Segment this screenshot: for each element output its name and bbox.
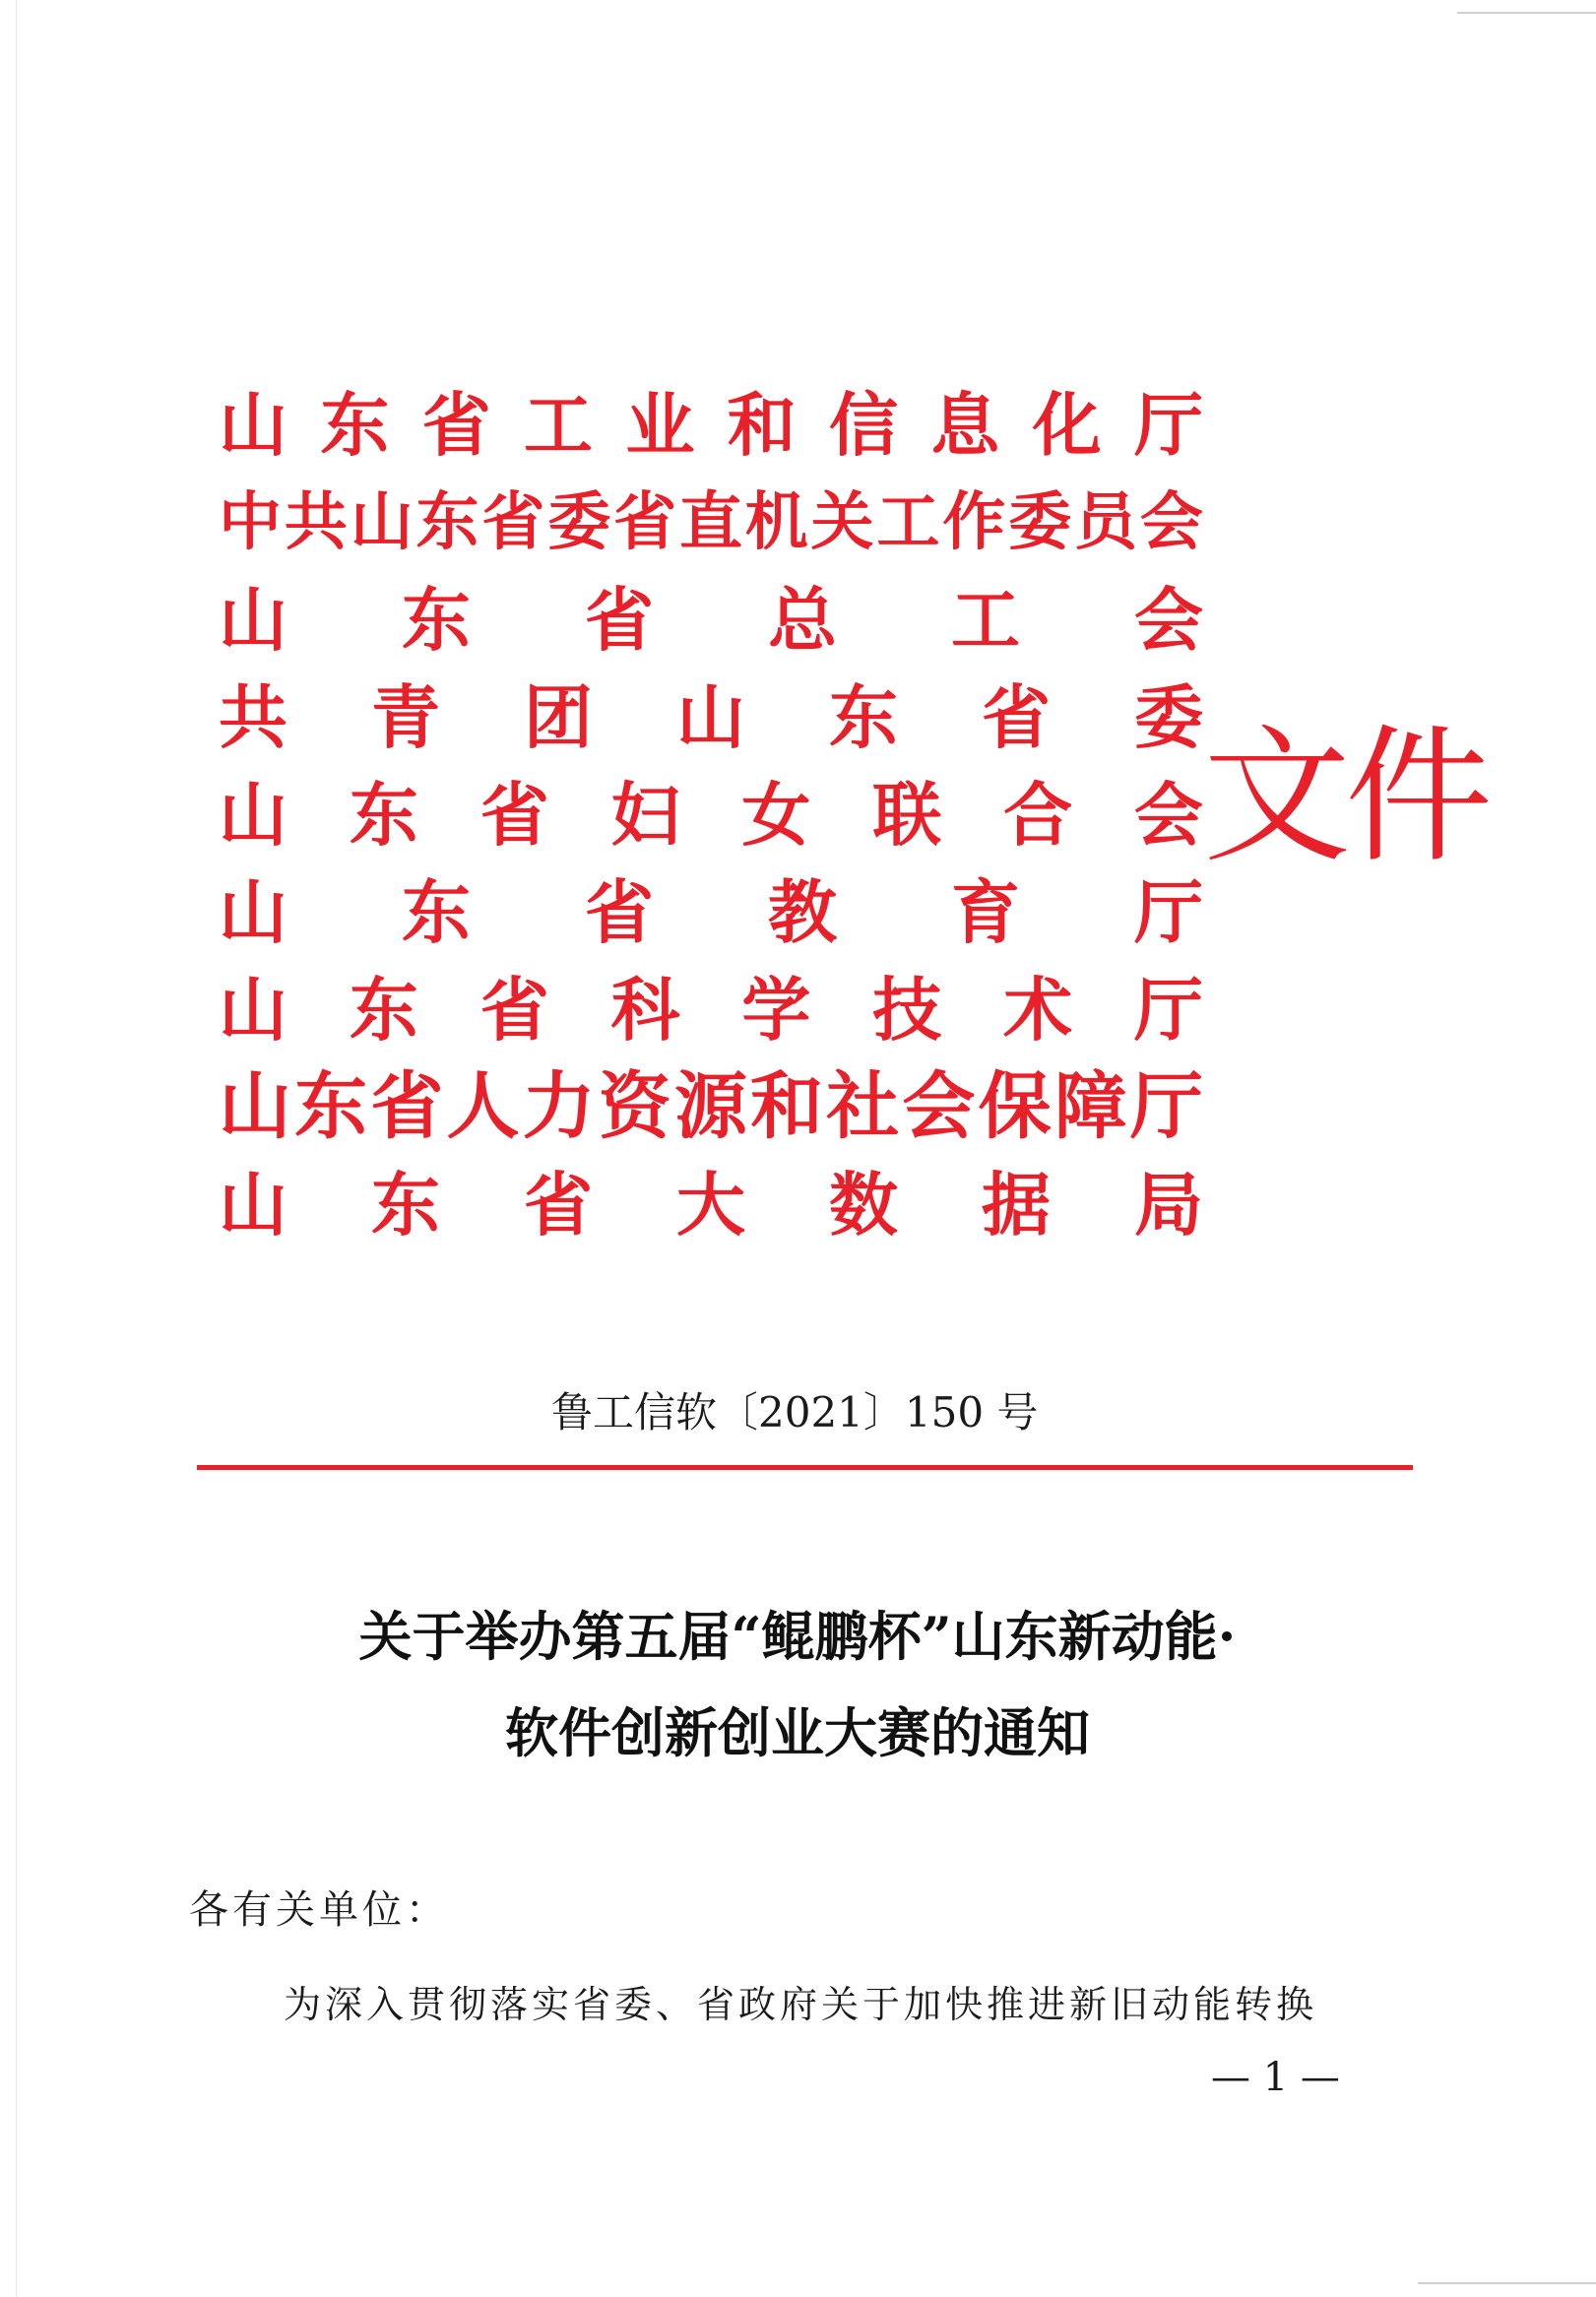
- issuer-char: 省: [585, 579, 654, 661]
- issuer-char: 山: [219, 871, 287, 953]
- issuer-char: 人: [446, 1064, 520, 1149]
- issuer-char: 社: [826, 1064, 900, 1149]
- issuer-char: 团: [524, 676, 593, 758]
- issuer-line: [219, 669, 1203, 766]
- issuer-char: 厅: [1133, 969, 1203, 1051]
- issuing-authorities: [219, 376, 1203, 1253]
- issuer-char: 省: [585, 871, 654, 953]
- red-separator-line: [197, 1465, 1413, 1470]
- issuer-line: [219, 474, 1203, 571]
- issuer-char: 合: [1003, 774, 1073, 856]
- issuer-line: [219, 863, 1203, 961]
- body-paragraph-first-line: 为深入贯彻落实省委、省政府关于加快推进新旧动能转换: [284, 1983, 1318, 2026]
- issuer-char: 省: [481, 485, 545, 559]
- issuer-char: 东: [371, 1164, 440, 1245]
- issuer-char: 工: [523, 384, 593, 466]
- issuer-char: 障: [1053, 1064, 1127, 1149]
- issuer-char: 厅: [1133, 384, 1203, 466]
- issuer-char: 直: [678, 485, 742, 559]
- issuer-line: [219, 961, 1203, 1058]
- issuer-char: 东: [402, 579, 471, 661]
- issuer-char: 术: [1003, 969, 1073, 1051]
- notice-title-line-2: 软件创新创业大赛的通知: [505, 1701, 1090, 1764]
- issuer-char: 省: [479, 969, 549, 1051]
- issuer-char: 东: [294, 1064, 368, 1149]
- issuer-char: 省: [613, 485, 677, 559]
- issuer-char: 山: [219, 384, 287, 466]
- issuer-char: 山: [219, 1164, 287, 1245]
- issuer-char: 山: [219, 1064, 291, 1149]
- issuer-char: 保: [978, 1064, 1052, 1149]
- issuer-char: 委: [1008, 485, 1072, 559]
- salutation: 各有关单位：: [189, 1887, 449, 1933]
- issuer-char: 厅: [1134, 871, 1203, 953]
- issuer-char: 联: [872, 774, 942, 856]
- issuer-char: 山: [350, 485, 414, 559]
- issuer-char: 山: [219, 579, 287, 661]
- issuer-char: 数: [829, 1164, 898, 1245]
- issuer-char: 学: [741, 969, 811, 1051]
- issuer-char: 东: [320, 384, 390, 466]
- issuer-char: 信: [828, 384, 898, 466]
- issuer-char: 共: [284, 485, 348, 559]
- issuer-char: 东: [415, 485, 479, 559]
- issuer-char: 资: [598, 1064, 671, 1149]
- issuer-char: 工: [951, 579, 1020, 661]
- issuer-line: [219, 571, 1203, 669]
- issuer-char: 共: [219, 676, 287, 758]
- issuer-char: 会: [1139, 485, 1203, 559]
- issuer-char: 东: [349, 774, 418, 856]
- issuer-char: 山: [219, 774, 287, 856]
- issuer-char: 据: [982, 1164, 1051, 1245]
- issuer-char: 教: [768, 871, 837, 953]
- issuer-char: 作: [942, 485, 1006, 559]
- issuer-char: 机: [744, 485, 808, 559]
- scan-edge-bottom: [1418, 2282, 1596, 2284]
- issuer-char: 省: [982, 676, 1051, 758]
- issuer-line: [219, 766, 1203, 863]
- issuer-char: 省: [479, 774, 549, 856]
- issuer-char: 省: [524, 1164, 593, 1245]
- issuer-char: 会: [902, 1064, 976, 1149]
- issuer-char: 员: [1073, 485, 1137, 559]
- issuer-char: 化: [1032, 384, 1102, 466]
- issuer-char: 关: [810, 485, 874, 559]
- issuer-char: 科: [610, 969, 680, 1051]
- issuer-char: 息: [930, 384, 1000, 466]
- issuer-char: 省: [370, 1064, 444, 1149]
- issuer-line: [219, 1058, 1203, 1156]
- issuer-char: 技: [872, 969, 942, 1051]
- issuer-char: 育: [951, 871, 1020, 953]
- issuer-char: 妇: [610, 774, 680, 856]
- issuer-char: 青: [371, 676, 440, 758]
- issuer-char: 大: [676, 1164, 745, 1245]
- issuer-char: 东: [402, 871, 471, 953]
- issuer-char: 源: [673, 1064, 747, 1149]
- issuer-char: 山: [676, 676, 745, 758]
- issuer-char: 局: [1134, 1164, 1203, 1245]
- issuer-char: 力: [522, 1064, 596, 1149]
- issuer-char: 委: [547, 485, 611, 559]
- issuer-line: [219, 376, 1203, 474]
- page-number: — 1 —: [1211, 2055, 1340, 2100]
- document-number: 鲁工信软〔2021〕150 号: [551, 1388, 1039, 1436]
- issuer-char: 山: [219, 969, 287, 1051]
- issuer-char: 厅: [1129, 1064, 1203, 1149]
- issuer-line: [219, 1156, 1203, 1253]
- document-word: 文件: [1203, 712, 1488, 883]
- issuer-char: 东: [349, 969, 418, 1051]
- issuer-char: 会: [1133, 774, 1203, 856]
- issuer-char: 业: [625, 384, 695, 466]
- issuer-char: 工: [876, 485, 940, 559]
- issuer-char: 会: [1134, 579, 1203, 661]
- issuer-char: 和: [750, 1064, 824, 1149]
- issuer-char: 中: [219, 485, 282, 559]
- scan-edge-left: [16, 0, 17, 2297]
- scan-edge-top: [1457, 12, 1596, 14]
- issuer-char: 总: [768, 579, 837, 661]
- issuer-char: 省: [421, 384, 491, 466]
- issuer-char: 东: [829, 676, 898, 758]
- issuer-char: 和: [727, 384, 797, 466]
- issuer-char: 委: [1134, 676, 1203, 758]
- notice-title-line-1: 关于举办第五届“鲲鹏杯”山东新动能·: [358, 1605, 1237, 1668]
- issuer-char: 女: [741, 774, 811, 856]
